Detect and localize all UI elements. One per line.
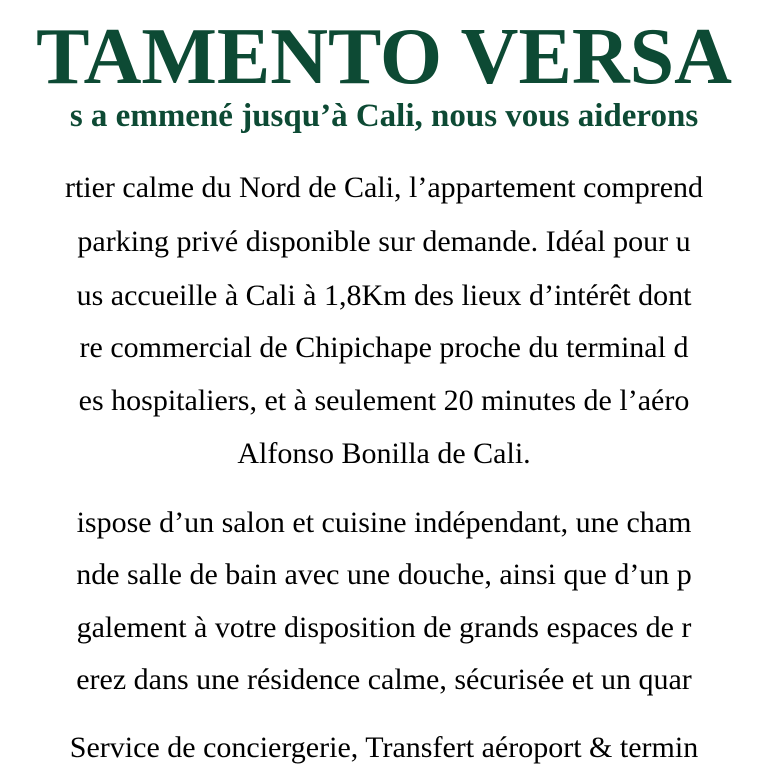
paragraph-line: ispose d’un salon et cuisine indépendant, une cham [76,506,692,539]
paragraph-line: galement à votre disposition de grands espaces de r [76,611,692,644]
paragraph-line: rtier calme du Nord de Cali, l’appartement comprend [64,171,704,204]
paragraph-line: nde salle de bain avec une douche, ainsi que d’un p [76,558,692,591]
paragraph-line: erez dans une résidence calme, sécurisée et un quar [76,663,692,696]
paragraph-line: parking privé disponible sur demande. Idéal pour u [77,225,691,258]
paragraph-line: Service de conciergerie, Transfert aéroport & termin [69,731,699,764]
paragraph-line: us accueille à Cali à 1,8Km des lieux d’intérêt dont [76,279,692,312]
paragraph-line: re commercial de Chipichape proche du terminal d [79,331,689,364]
paragraph-line: es hospitaliers, et à seulement 20 minutes de l’aéro [78,384,690,417]
page-subtitle: s a emmené jusqu’à Cali, nous vous aiderons [69,98,699,134]
paragraph-line: Alfonso Bonilla de Cali. [237,437,531,470]
page-title: TAMENTO VERSA [36,13,732,101]
